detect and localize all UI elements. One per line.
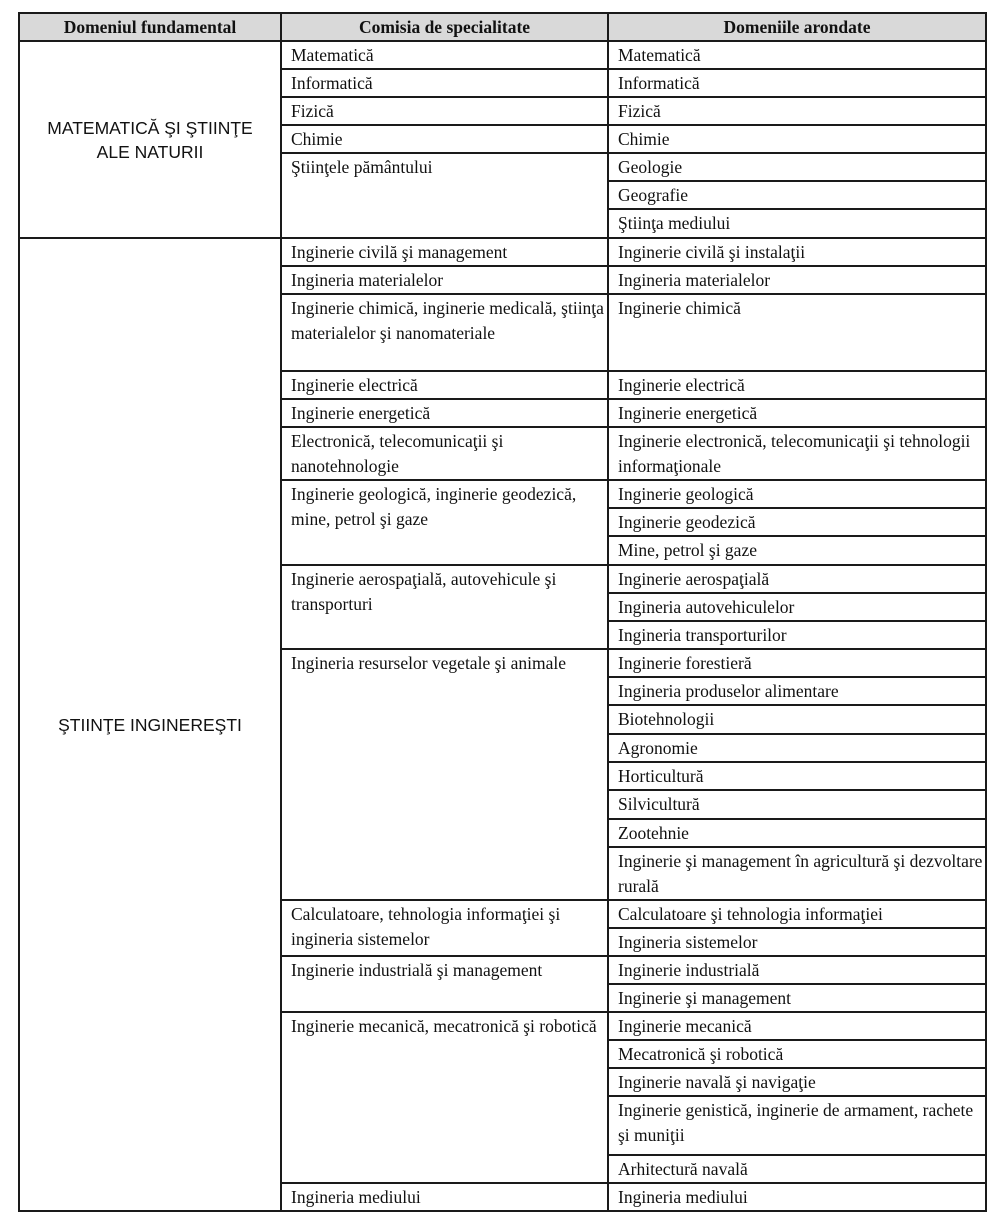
commission-cell: Inginerie aerospaţială, autovehicule şi transporturi	[281, 565, 608, 649]
assigned-domain-cell: Zootehnie	[608, 819, 986, 847]
commission-cell: Ştiinţele pământului	[281, 153, 608, 238]
fundamental-domain-cell: ŞTIINŢE INGINEREŞTI	[19, 238, 281, 1211]
commission-cell: Ingineria materialelor	[281, 266, 608, 294]
header-row	[19, 13, 986, 41]
assigned-domain-cell: Inginerie mecanică	[608, 1012, 986, 1040]
assigned-domain-cell: Geografie	[608, 181, 986, 209]
commission-cell: Fizică	[281, 97, 608, 125]
assigned-domain-cell: Inginerie energetică	[608, 399, 986, 427]
assigned-domain-cell: Ingineria sistemelor	[608, 928, 986, 956]
assigned-domain-cell: Mecatronică şi robotică	[608, 1040, 986, 1068]
assigned-domain-cell: Inginerie chimică	[608, 294, 986, 371]
assigned-domain-cell: Ingineria autovehiculelor	[608, 593, 986, 621]
commission-cell: Ingineria mediului	[281, 1183, 608, 1211]
assigned-domain-cell: Inginerie aerospaţială	[608, 565, 986, 593]
commission-cell: Inginerie civilă şi management	[281, 238, 608, 266]
assigned-domain-cell: Inginerie civilă şi instalaţii	[608, 238, 986, 266]
commission-cell: Inginerie industrială şi management	[281, 956, 608, 1012]
commission-cell: Matematică	[281, 41, 608, 69]
assigned-domain-cell: Fizică	[608, 97, 986, 125]
assigned-domain-cell: Geologie	[608, 153, 986, 181]
assigned-domain-cell: Inginerie genistică, inginerie de armament, rachete şi muniţii	[608, 1096, 986, 1155]
commission-cell: Inginerie mecanică, mecatronică şi robotică	[281, 1012, 608, 1183]
assigned-domain-cell: Inginerie forestieră	[608, 649, 986, 677]
assigned-domain-cell: Inginerie şi management în agricultură şi dezvoltare rurală	[608, 847, 986, 900]
assigned-domain-cell: Matematică	[608, 41, 986, 69]
assigned-domain-cell: Inginerie navală şi navigaţie	[608, 1068, 986, 1096]
assigned-domain-cell: Inginerie electrică	[608, 371, 986, 399]
assigned-domain-cell: Inginerie şi management	[608, 984, 986, 1012]
assigned-domain-cell: Ingineria produselor alimentare	[608, 677, 986, 705]
commission-cell: Inginerie chimică, inginerie medicală, ştiinţa materialelor şi nanomateriale	[281, 294, 608, 371]
table-row	[19, 238, 986, 266]
commission-cell: Ingineria resurselor vegetale şi animale	[281, 649, 608, 900]
assigned-domain-cell: Inginerie industrială	[608, 956, 986, 984]
header-fundamental-domain: Domeniul fundamental	[19, 13, 281, 41]
table-row	[19, 41, 986, 69]
commission-cell: Electronică, telecomunicaţii şi nanotehnologie	[281, 427, 608, 480]
assigned-domain-cell: Inginerie geodezică	[608, 508, 986, 536]
commission-cell: Informatică	[281, 69, 608, 97]
commission-cell: Inginerie geologică, inginerie geodezică, mine, petrol şi gaze	[281, 480, 608, 565]
assigned-domain-cell: Ştiinţa mediului	[608, 209, 986, 238]
assigned-domain-cell: Calculatoare şi tehnologia informaţiei	[608, 900, 986, 928]
assigned-domain-cell: Biotehnologii	[608, 705, 986, 734]
assigned-domain-cell: Ingineria transporturilor	[608, 621, 986, 649]
specialty-commissions-table	[18, 12, 987, 1212]
assigned-domain-cell: Informatică	[608, 69, 986, 97]
assigned-domain-cell: Mine, petrol şi gaze	[608, 536, 986, 565]
assigned-domain-cell: Ingineria mediului	[608, 1183, 986, 1211]
assigned-domain-cell: Inginerie geologică	[608, 480, 986, 508]
assigned-domain-cell: Agronomie	[608, 734, 986, 762]
assigned-domain-cell: Arhitectură navală	[608, 1155, 986, 1183]
assigned-domain-cell: Chimie	[608, 125, 986, 153]
commission-cell: Inginerie electrică	[281, 371, 608, 399]
commission-cell: Inginerie energetică	[281, 399, 608, 427]
header-specialty-commission: Comisia de specialitate	[281, 13, 608, 41]
commission-cell: Calculatoare, tehnologia informaţiei şi ingineria sistemelor	[281, 900, 608, 956]
commission-cell: Chimie	[281, 125, 608, 153]
fundamental-domain-cell: MATEMATICĂ ŞI ŞTIINŢE ALE NATURII	[19, 41, 281, 238]
assigned-domain-cell: Ingineria materialelor	[608, 266, 986, 294]
assigned-domain-cell: Inginerie electronică, telecomunicaţii şi tehnologii informaţionale	[608, 427, 986, 480]
header-assigned-domains: Domeniile arondate	[608, 13, 986, 41]
assigned-domain-cell: Horticultură	[608, 762, 986, 790]
assigned-domain-cell: Silvicultură	[608, 790, 986, 819]
